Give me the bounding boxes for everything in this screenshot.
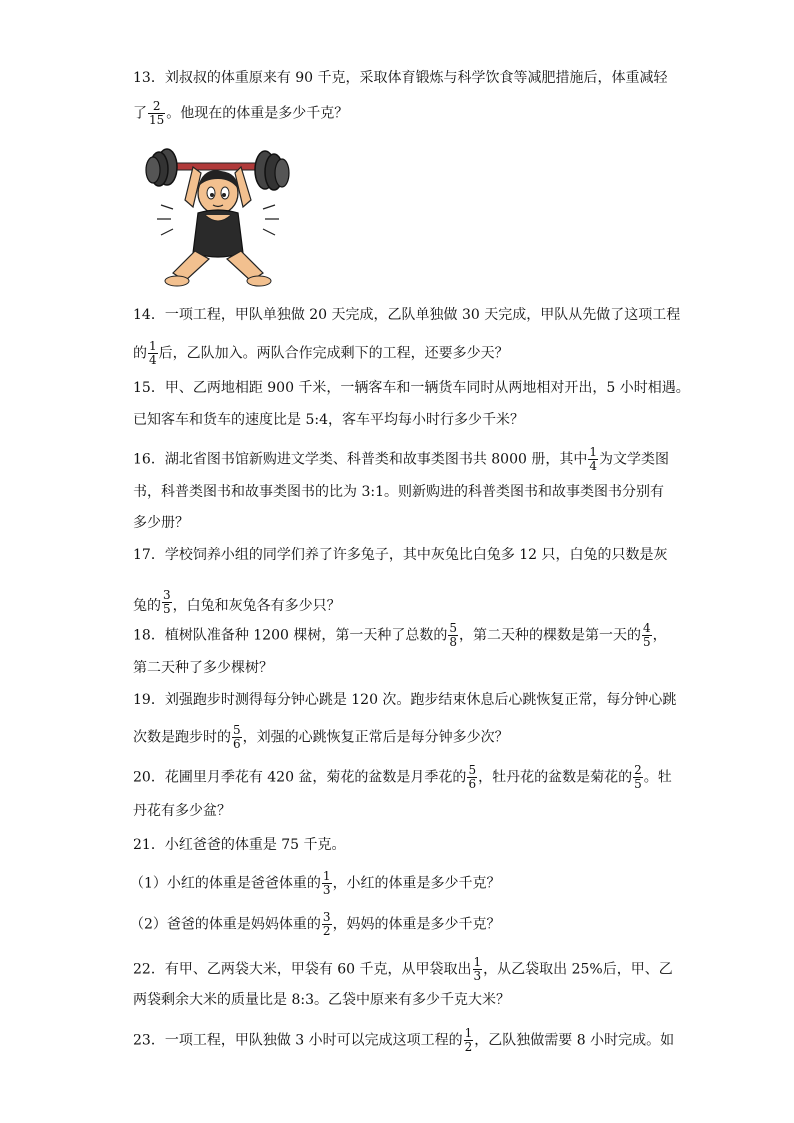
q18-line1: 18．植树队准备种 1200 棵树，第一天种了总数的 $\frac{5}{8}$ ，第二天种的棵数是第一天的 $\frac{4}{5}$ ， [133, 621, 667, 649]
q16-line1: 16．湖北省图书馆新购进文学类、科普类和故事类图书共 8000 册，其中 $\frac{1}{4}$ 为文学类图 [133, 445, 669, 473]
q15-line1: 15．甲、乙两地相距 900 千米，一辆客车和一辆货车同时从两地相对开出，5 小时相遇。 [133, 380, 690, 396]
q17-fraction: $\frac{3}{5}$ [163, 588, 171, 616]
q14-line1: 14．一项工程，甲队单独做 20 天完成，乙队单独做 30 天完成，甲队从先做了这项工程 [133, 307, 681, 323]
q13-fraction: $\frac{2}{15}$ [149, 99, 165, 127]
q19-line2: 次数是跑步时的 $\frac{5}{6}$ ，刘强的心跳恢复正常后是每分钟多少次？ [133, 723, 509, 751]
q14-line2: 的 $\frac{1}{4}$ 后，乙队加入。两队合作完成剩下的工程，还要多少天？ [133, 339, 509, 367]
q21-sub1-fraction: $\frac{1}{3}$ [322, 869, 331, 897]
q19-line1: 19．刘强跑步时测得每分钟心跳是 120 次。跑步结束休息后心跳恢复正常，每分钟心跳 [133, 692, 677, 708]
q17-line2: 兔的 $\frac{3}{5}$ ，白兔和灰兔各有多少只？ [133, 588, 341, 616]
q23-fraction: $\frac{1}{2}$ [464, 1026, 473, 1054]
q17-line1: 17．学校饲养小组的同学们养了许多兔子，其中灰兔比白兔多 12 只，白兔的只数是灰 [133, 547, 668, 563]
q14-fraction: $\frac{1}{4}$ [149, 339, 157, 367]
q21-sub2: （2）爸爸的体重是妈妈体重的 $\frac{3}{2}$ ，妈妈的体重是多少千克？ [130, 910, 501, 938]
q22-fraction: $\frac{1}{3}$ [473, 955, 482, 983]
q19-fraction: $\frac{5}{6}$ [233, 723, 241, 751]
q15-line2: 已知客车和货车的速度比是 5:4，客车平均每小时行多少千米？ [133, 412, 524, 428]
q16-line2: 书，科普类图书和故事类图书的比为 3:1。则新购进的科普类图书和故事类图书分别有 [133, 484, 664, 500]
q21-sub1: （1）小红的体重是爸爸体重的 $\frac{1}{3}$ ，小红的体重是多少千克？ [130, 869, 501, 897]
q21-sub2-fraction: $\frac{3}{2}$ [322, 910, 331, 938]
q16-fraction: $\frac{1}{4}$ [589, 445, 597, 473]
q18-line2: 第二天种了多少棵树？ [133, 660, 273, 676]
q16-line3: 多少册？ [133, 515, 189, 531]
weightlifter-illustration [143, 145, 293, 293]
q22-line1: 22．有甲、乙两袋大米，甲袋有 60 千克，从甲袋取出 $\frac{1}{3}$ ，从乙袋取出 25%后，甲、乙 [133, 955, 673, 983]
q23-line1: 23．一项工程，甲队独做 3 小时可以完成这项工程的 $\frac{1}{2}$ ，乙队独做需要 8 小时完成。如 [133, 1026, 675, 1054]
q22-line2: 两袋剩余大米的质量比是 8:3。乙袋中原来有多少千克大米？ [133, 992, 510, 1008]
q18-fraction-1: $\frac{5}{8}$ [449, 621, 457, 649]
q20-fraction-2: $\frac{2}{5}$ [634, 763, 642, 791]
q13-line1: 13．刘叔叔的体重原来有 90 千克，采取体育锻炼与科学饮食等减肥措施后，体重减轻 [133, 70, 668, 86]
q13-line2: 了 $\frac{2}{15}$ 。他现在的体重是多少千克？ [133, 99, 349, 127]
q18-fraction-2: $\frac{4}{5}$ [642, 621, 651, 649]
q20-line2: 丹花有多少盆？ [133, 803, 231, 819]
q20-fraction-1: $\frac{5}{6}$ [468, 763, 477, 791]
q20-line1: 20．花圃里月季花有 420 盆，菊花的盆数是月季花的 $\frac{5}{6}$ ，牡丹花的盆数是菊花的 $\frac{2}{5}$ 。牡 [133, 763, 672, 791]
q21-line1: 21．小红爸爸的体重是 75 千克。 [133, 837, 346, 853]
